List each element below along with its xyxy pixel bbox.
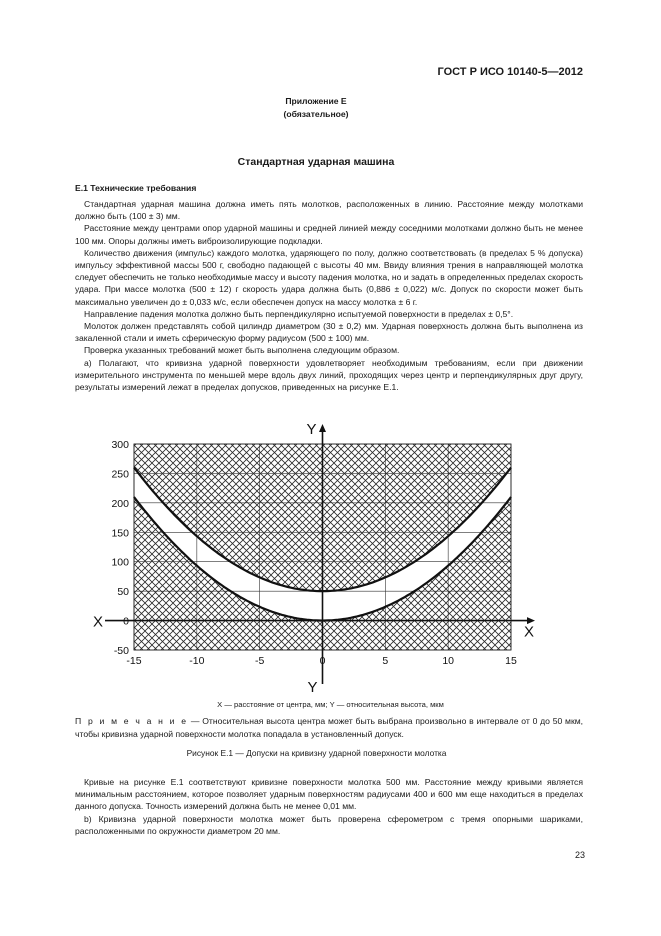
appendix-heading [0,95,632,121]
paragraph: Стандартная ударная машина должна иметь пять молотков, расположенных в линию. Расстояние между молотками должно быть (100 ± 3) мм. [75,199,583,222]
note-label: П р и м е ч а н и е [75,716,189,726]
page-title: Стандартная ударная машина [237,156,395,168]
y-tick-label: 250 [111,468,129,481]
paragraph: Расстояние между центрами опор ударной машины и средней линией между соседними молотками должно быть не менее 100 мм. Опоры должны иметь виброизолирующие подкладки. [75,223,583,246]
figure-caption: Рисунок Е.1 — Допуски на кривизну ударной поверхности молотка [186,748,447,758]
x-tick-label: 0 [319,655,326,667]
y-axis-label-top: Y [306,421,317,438]
appendix-title: Приложение Е [285,96,347,106]
y-tick-label: 100 [111,556,129,569]
figure-note [75,715,583,740]
figure-legend: X — расстояние от центра, мм; Y — относительная высота, мкм [217,700,444,709]
page-number: 23 [574,850,585,860]
paragraph: Кривые на рисунке Е.1 соответствуют кривизне поверхности молотка 500 мм. Расстояние между кривыми является минимальным расстоянием, которое позволяет ударным поверхностям радиусами 400 и 600 мм еще находиться в пределах данного допуска. Точность измерений должна быть не менее 0,01 мм. [75,777,583,812]
x-tick-label: -15 [126,655,142,667]
paragraph: Направление падения молотка должно быть перпендикулярно испытуемой поверхности в пределах ± 0,5°. [84,308,514,319]
y-tick-label: 300 [111,439,129,451]
y-tick-label: 150 [111,527,129,540]
document-code: ГОСТ Р ИСО 10140-5—2012 [437,66,583,78]
paragraph: Проверка указанных требований может быть выполнена следующим образом. [84,345,400,356]
x-tick-label: 10 [442,655,455,667]
y-axis-label-bottom: Y [307,679,318,696]
paragraph: а) Полагают, что кривизна ударной поверхности удовлетворяет необходимым требованиям, если при движении измерительного инструмента по меньшей мере вдоль двух линий, проходящих через центр и перпендикулярных друг другу, результаты измерений лежат в пределах допусков, приведенных на рисунке Е.1. [75,357,583,393]
section-heading: Е.1 Технические требования [75,183,197,193]
note-text: — Относительная высота центра может быть выбрана произвольно в интервале от 0 до 50 мкм, чтобы кривизна ударной поверхности молотка попадала в установленный допуск. [75,716,583,739]
curvature-tolerance-chart [75,414,555,696]
y-tick-label: 50 [117,586,129,599]
y-tick-label: -50 [113,645,129,657]
y-tick-label: 200 [111,497,129,510]
x-tick-label: -10 [189,655,205,667]
paragraph: Молоток должен представлять собой цилиндр диаметром (30 ± 0,2) мм. Ударная поверхность должна быть выполнена из закаленной стали и иметь сферическую форму радиусом (500 ± 100) мм. [75,321,583,344]
paragraph: b) Кривизна ударной поверхности молотка может быть проверена сферометром с тремя опорными шариками, расположенными по окружности диаметром 20 мм. [75,813,583,836]
y-axis-arrow [319,424,326,432]
x-tick-label: 5 [382,655,389,667]
x-tick-label: -5 [254,655,265,667]
body-text [75,198,583,393]
y-tick-label: 0 [123,615,129,628]
x-tick-label: 15 [505,655,517,667]
x-axis-label-right: X [524,623,535,641]
x-axis-label-left: X [93,613,104,631]
paragraph: Количество движения (импульс) каждого молотка, ударяющего по полу, должно соответствовать (в пределах 5 % допуска) импульсу эффективной массы 500 г, свободно падающей с высоты 40 мм. Ввиду влияния трения в направляющей молотка следует обеспечить не только необходимые массу и высоту падения молотка, но и задать в определенных пределах скорость удара. При массе молотка (500 ± 12) г скорость удара должна быть (0,886 ± 0,022) м/с. Допуск по скорости может быть максимально увеличен до ± 0,033 м/с, если обеспечен допуск на массу молотка ± 6 г. [75,247,583,307]
appendix-subtitle: (обязательное) [283,109,349,119]
body-text-continued [75,776,583,837]
